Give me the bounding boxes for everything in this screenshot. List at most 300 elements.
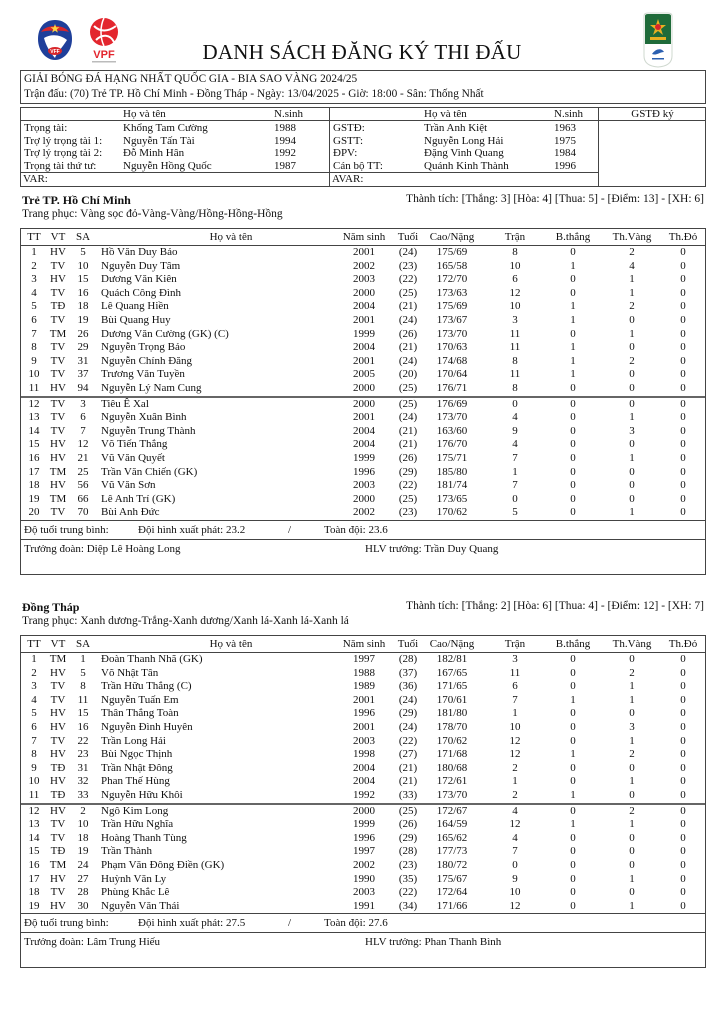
matches-played: 1 <box>512 707 518 720</box>
player-name: Nguyễn Trung Thành <box>101 424 196 437</box>
position: HV <box>50 720 66 733</box>
player-name: Hoàng Thanh Tùng <box>101 831 187 844</box>
yellow-cards: 1 <box>629 273 635 286</box>
birth-year: 2005 <box>353 368 375 381</box>
shirt-number: 70 <box>77 506 89 519</box>
referee-birth: 1992 <box>274 147 296 159</box>
average-age-team: Toàn đội: 27.6 <box>324 917 388 930</box>
age: (26) <box>398 327 418 340</box>
goals: 0 <box>570 451 576 464</box>
matches-played: 4 <box>512 804 518 817</box>
row-number: 19 <box>28 899 40 912</box>
supervisor-name: Quánh Kinh Thành <box>424 159 509 172</box>
matches-played: 12 <box>509 818 521 831</box>
supervisor-row <box>330 160 598 173</box>
shirt-number: 26 <box>77 327 89 340</box>
yellow-cards: 1 <box>629 899 635 912</box>
row-number: 2 <box>31 666 37 679</box>
goals: 0 <box>570 899 576 912</box>
team-1-name: Trẻ TP. Hồ Chí Minh <box>22 193 131 207</box>
row-number: 13 <box>28 411 40 424</box>
row-number: 1 <box>31 246 37 258</box>
team-2-kit: Trang phục: Xanh dương-Trắng-Xanh dương/Xanh lá-Xanh lá-Xanh lá <box>22 615 349 627</box>
position: HV <box>50 246 66 258</box>
age: (23) <box>398 506 418 519</box>
goals: 1 <box>570 693 576 706</box>
birth-year: 1992 <box>353 788 375 801</box>
goals: 0 <box>570 845 576 858</box>
average-age-starting: Đội hình xuất phát: 23.2 <box>138 523 246 536</box>
height-weight: 176/69 <box>436 397 468 410</box>
height-weight: 173/65 <box>436 492 468 505</box>
position: HV <box>50 872 66 885</box>
position: TM <box>49 653 67 665</box>
height-weight: 165/58 <box>436 259 468 272</box>
shirt-number: 37 <box>77 368 89 381</box>
referee-birth: 1994 <box>274 134 296 147</box>
column-header-yellow: Th.Vàng <box>612 231 652 243</box>
column-header-yellow: Th.Vàng <box>612 638 652 650</box>
age: (21) <box>398 341 418 354</box>
player-row <box>21 707 705 721</box>
age: (25) <box>398 381 418 394</box>
red-cards: 0 <box>680 788 686 801</box>
row-number: 1 <box>31 653 37 665</box>
age: (35) <box>398 872 418 885</box>
row-number: 9 <box>31 354 37 367</box>
team-1-roster <box>20 228 706 575</box>
shirt-number: 21 <box>77 451 89 464</box>
matches-played: 1 <box>512 465 518 478</box>
position: TV <box>50 506 66 519</box>
birth-year: 1996 <box>353 831 375 844</box>
shirt-number: 7 <box>80 424 86 437</box>
row-number: 9 <box>31 761 37 774</box>
goals: 0 <box>570 327 576 340</box>
red-cards: 0 <box>680 492 686 505</box>
row-number: 2 <box>31 259 37 272</box>
goals: 1 <box>570 259 576 272</box>
yellow-cards: 1 <box>629 872 635 885</box>
shirt-number: 6 <box>80 411 86 424</box>
shirt-number: 22 <box>77 734 89 747</box>
red-cards: 0 <box>680 666 686 679</box>
referee-name: Đỗ Minh Hân <box>123 147 185 159</box>
player-row <box>21 805 705 819</box>
position: TV <box>50 818 66 831</box>
red-cards: 0 <box>680 899 686 912</box>
age: (25) <box>398 492 418 505</box>
birth-year: 2001 <box>353 354 375 367</box>
birth-year: 2001 <box>353 411 375 424</box>
birth-year: 2003 <box>353 273 375 286</box>
position: TV <box>50 397 66 410</box>
referee-name-header: Họ và tên <box>123 108 166 120</box>
shirt-number: 8 <box>80 680 86 693</box>
row-number: 10 <box>28 368 40 381</box>
match-details: Trận đấu: (70) Trẻ TP. Hồ Chí Minh - Đồng Tháp - Ngày: 13/04/2025 - Giờ: 18:00 - Sân: Thống Nhất <box>24 88 484 100</box>
shirt-number: 23 <box>77 748 89 761</box>
column-header-height-weight: Cao/Nặng <box>429 638 475 650</box>
age: (23) <box>398 858 418 871</box>
height-weight: 182/81 <box>436 653 468 665</box>
yellow-cards: 1 <box>629 327 635 340</box>
player-row <box>21 680 705 694</box>
height-weight: 175/67 <box>436 872 468 885</box>
referee-birth: 1988 <box>274 122 296 134</box>
row-number: 19 <box>28 492 40 505</box>
birth-year: 1999 <box>353 327 375 340</box>
player-name: Huỳnh Văn Ly <box>101 872 167 885</box>
player-name: Võ Tiến Thắng <box>101 438 168 451</box>
yellow-cards: 0 <box>629 479 635 492</box>
row-number: 12 <box>28 804 40 817</box>
birth-year: 2004 <box>353 300 375 313</box>
average-age-label: Độ tuổi trung bình: <box>24 917 109 930</box>
shirt-number: 16 <box>77 720 89 733</box>
red-cards: 0 <box>680 354 686 367</box>
position: TV <box>50 886 66 899</box>
yellow-cards: 4 <box>629 259 635 272</box>
red-cards: 0 <box>680 259 686 272</box>
height-weight: 172/64 <box>436 886 468 899</box>
height-weight: 180/72 <box>436 858 468 871</box>
goals: 0 <box>570 397 576 410</box>
birth-year: 2004 <box>353 341 375 354</box>
goals: 0 <box>570 858 576 871</box>
red-cards: 0 <box>680 438 686 451</box>
row-number: 15 <box>28 845 40 858</box>
position: HV <box>50 748 66 761</box>
height-weight: 172/70 <box>436 273 468 286</box>
age: (29) <box>398 707 418 720</box>
column-header-vt: VT <box>50 231 66 243</box>
matches-played: 12 <box>509 748 521 761</box>
yellow-cards: 1 <box>629 451 635 464</box>
vpf-text: VPF <box>93 49 115 61</box>
height-weight: 180/68 <box>436 761 468 774</box>
referee-birth-header: N.sinh <box>274 108 304 120</box>
row-number: 18 <box>28 886 40 899</box>
yellow-cards: 2 <box>629 354 635 367</box>
age: (29) <box>398 465 418 478</box>
player-row <box>21 368 705 382</box>
player-row <box>21 653 705 667</box>
height-weight: 164/59 <box>436 818 468 831</box>
red-cards: 0 <box>680 424 686 437</box>
goals: 1 <box>570 300 576 313</box>
red-cards: 0 <box>680 368 686 381</box>
team-manager: Trưởng đoàn: Diệp Lê Hoàng Long <box>24 542 181 555</box>
player-row <box>21 411 705 425</box>
matches-played: 11 <box>509 327 521 340</box>
goals: 1 <box>570 313 576 326</box>
red-cards: 0 <box>680 246 686 258</box>
height-weight: 173/70 <box>436 411 468 424</box>
red-cards: 0 <box>680 707 686 720</box>
birth-year: 2001 <box>353 693 375 706</box>
matches-played: 7 <box>512 693 518 706</box>
height-weight: 175/69 <box>436 246 468 258</box>
goals: 0 <box>570 831 576 844</box>
shirt-number: 10 <box>77 259 89 272</box>
position: HV <box>50 479 66 492</box>
yellow-cards: 0 <box>629 368 635 381</box>
yellow-cards: 3 <box>629 424 635 437</box>
row-number: 10 <box>28 775 40 788</box>
age: (24) <box>398 313 418 326</box>
birth-year: 2003 <box>353 479 375 492</box>
red-cards: 0 <box>680 273 686 286</box>
birth-year: 1999 <box>353 451 375 464</box>
age: (36) <box>398 680 418 693</box>
player-name: Nguyễn Chính Đăng <box>101 354 193 367</box>
shirt-number: 16 <box>77 286 89 299</box>
age: (28) <box>398 653 418 665</box>
goals: 0 <box>570 246 576 258</box>
shirt-number: 18 <box>77 300 89 313</box>
column-header-age: Tuổi <box>397 231 419 243</box>
player-name: Hồ Văn Duy Bảo <box>101 246 178 258</box>
row-number: 17 <box>28 872 40 885</box>
avar-label: AVAR: <box>332 173 364 185</box>
yellow-cards: 0 <box>629 707 635 720</box>
matches-played: 6 <box>512 273 518 286</box>
shirt-number: 27 <box>77 872 89 885</box>
player-name: Nguyễn Lý Nam Cung <box>101 381 202 394</box>
yellow-cards: 0 <box>629 397 635 410</box>
supervisor-name: Nguyễn Long Hải <box>424 134 504 147</box>
goals: 0 <box>570 411 576 424</box>
column-header-birth: Năm sinh <box>342 638 386 650</box>
goals: 0 <box>570 465 576 478</box>
goals: 1 <box>570 341 576 354</box>
row-number: 4 <box>31 286 37 299</box>
player-name: Phan Thế Hùng <box>101 775 170 788</box>
shirt-number: 66 <box>77 492 89 505</box>
column-header-birth: Năm sinh <box>342 231 386 243</box>
player-name: Đoàn Thanh Nhã (GK) <box>101 653 203 665</box>
yellow-cards: 0 <box>629 438 635 451</box>
red-cards: 0 <box>680 506 686 519</box>
red-cards: 0 <box>680 286 686 299</box>
birth-year: 2003 <box>353 734 375 747</box>
team-2-name: Đồng Tháp <box>22 600 80 614</box>
matches-played: 12 <box>509 734 521 747</box>
yellow-cards: 1 <box>629 506 635 519</box>
height-weight: 170/62 <box>436 734 468 747</box>
age: (25) <box>398 286 418 299</box>
birth-year: 2000 <box>353 492 375 505</box>
height-weight: 171/65 <box>436 680 468 693</box>
position: TĐ <box>50 300 66 313</box>
yellow-cards: 1 <box>629 680 635 693</box>
yellow-cards: 0 <box>629 761 635 774</box>
average-age-separator: / <box>288 917 292 930</box>
red-cards: 0 <box>680 411 686 424</box>
red-cards: 0 <box>680 804 686 817</box>
red-cards: 0 <box>680 734 686 747</box>
goals: 0 <box>570 506 576 519</box>
shirt-number: 94 <box>77 381 89 394</box>
goals: 0 <box>570 479 576 492</box>
staff-row <box>21 933 705 967</box>
matches-played: 8 <box>512 246 518 258</box>
red-cards: 0 <box>680 761 686 774</box>
row-number: 13 <box>28 818 40 831</box>
shirt-number: 12 <box>77 438 89 451</box>
yellow-cards: 0 <box>629 313 635 326</box>
matches-played: 7 <box>512 845 518 858</box>
birth-year: 2000 <box>353 804 375 817</box>
matches-played: 11 <box>509 341 521 354</box>
player-row <box>21 762 705 776</box>
team-manager: Trưởng đoàn: Lâm Trung Hiếu <box>24 936 161 949</box>
matches-played: 0 <box>512 397 518 410</box>
player-row <box>21 859 705 873</box>
position: HV <box>50 451 66 464</box>
age: (25) <box>398 804 418 817</box>
position: TV <box>50 680 66 693</box>
team-2-record: Thành tích: [Thắng: 2] [Hòa: 6] [Thua: 4] - [Điểm: 12] - [XH: 7] <box>406 600 704 612</box>
red-cards: 0 <box>680 680 686 693</box>
goals: 0 <box>570 707 576 720</box>
shirt-number: 31 <box>77 354 89 367</box>
height-weight: 167/65 <box>436 666 468 679</box>
age: (21) <box>398 761 418 774</box>
yellow-cards: 1 <box>629 775 635 788</box>
position: TĐ <box>50 845 66 858</box>
age: (25) <box>398 397 418 410</box>
player-name: Phùng Khắc Lê <box>101 886 170 899</box>
height-weight: 173/67 <box>436 313 468 326</box>
yellow-cards: 0 <box>629 381 635 394</box>
signature-panel <box>599 108 706 186</box>
red-cards: 0 <box>680 858 686 871</box>
goals: 0 <box>570 286 576 299</box>
player-name: Trần Nhật Đông <box>101 761 173 774</box>
player-row <box>21 300 705 314</box>
substitutes-block <box>21 805 705 914</box>
age: (22) <box>398 479 418 492</box>
matches-played: 10 <box>509 300 521 313</box>
position: HV <box>50 899 66 912</box>
matches-played: 9 <box>512 872 518 885</box>
referee-row <box>21 135 329 148</box>
player-row <box>21 900 705 914</box>
substitutes-block <box>21 398 705 520</box>
supervisor-role: GSTT: <box>333 134 364 147</box>
player-name: Thân Thắng Toàn <box>101 707 179 720</box>
position: TĐ <box>50 761 66 774</box>
officials-table <box>20 107 706 187</box>
shirt-number: 3 <box>80 397 86 410</box>
row-number: 14 <box>28 831 40 844</box>
player-name: Lê Anh Trí (GK) <box>101 492 176 505</box>
goals: 0 <box>570 734 576 747</box>
goals: 0 <box>570 720 576 733</box>
player-row <box>21 694 705 708</box>
player-name: Quách Công Đình <box>101 286 182 299</box>
player-row <box>21 506 705 520</box>
birth-year: 1990 <box>353 872 375 885</box>
supervisor-row <box>330 122 598 135</box>
team-1-kit: Trang phục: Vàng sọc đỏ-Vàng-Vàng/Hồng-Hồng-Hồng <box>22 208 283 220</box>
player-row <box>21 721 705 735</box>
goals: 0 <box>570 666 576 679</box>
player-name: Trương Văn Tuyền <box>101 368 185 381</box>
red-cards: 0 <box>680 831 686 844</box>
row-number: 8 <box>31 341 37 354</box>
player-row <box>21 493 705 507</box>
player-name: Dương Văn Kiên <box>101 273 177 286</box>
age: (21) <box>398 300 418 313</box>
supervisor-name-header: Họ và tên <box>424 108 467 120</box>
supervisor-birth: 1996 <box>554 159 576 172</box>
competition-name: GIẢI BÓNG ĐÁ HẠNG NHẤT QUỐC GIA - BIA SAO VÀNG 2024/25 <box>24 73 358 85</box>
roster-header <box>21 636 705 653</box>
yellow-cards: 2 <box>629 666 635 679</box>
team-1-record: Thành tích: [Thắng: 3] [Hòa: 4] [Thua: 5] - [Điểm: 13] - [XH: 6] <box>406 193 704 205</box>
goals: 1 <box>570 788 576 801</box>
referee-row <box>21 160 329 173</box>
shirt-number: 1 <box>80 653 86 665</box>
average-age-starting: Đội hình xuất phát: 27.5 <box>138 917 246 930</box>
birth-year: 1996 <box>353 465 375 478</box>
column-header-height-weight: Cao/Nặng <box>429 231 475 243</box>
age: (21) <box>398 424 418 437</box>
shirt-number: 5 <box>80 666 86 679</box>
birth-year: 2000 <box>353 381 375 394</box>
document-title: DANH SÁCH ĐĂNG KÝ THI ĐẤU <box>202 40 522 64</box>
red-cards: 0 <box>680 818 686 831</box>
player-name: Tiêu Ê Xal <box>101 397 149 410</box>
red-cards: 0 <box>680 397 686 410</box>
height-weight: 172/67 <box>436 804 468 817</box>
player-name: Ngô Kim Long <box>101 804 169 817</box>
position: HV <box>50 775 66 788</box>
matches-played: 3 <box>512 313 518 326</box>
roster-header <box>21 229 705 246</box>
age: (27) <box>398 748 418 761</box>
shirt-number: 18 <box>77 831 89 844</box>
column-header-age: Tuổi <box>397 638 419 650</box>
position: TV <box>50 259 66 272</box>
referee-birth: 1987 <box>274 159 296 172</box>
referees-panel <box>21 108 330 186</box>
player-row <box>21 466 705 480</box>
column-header-sa: SA <box>75 231 91 243</box>
age: (21) <box>398 438 418 451</box>
referee-name: Khổng Tam Cường <box>123 122 208 134</box>
supervisor-role: Cán bộ TT: <box>333 159 383 172</box>
height-weight: 176/70 <box>436 438 468 451</box>
column-header-red: Th.Đỏ <box>668 638 698 650</box>
red-cards: 0 <box>680 300 686 313</box>
yellow-cards: 0 <box>629 341 635 354</box>
position: HV <box>50 804 66 817</box>
goals: 1 <box>570 748 576 761</box>
player-row <box>21 873 705 887</box>
player-row <box>21 818 705 832</box>
column-header-vt: VT <box>50 638 66 650</box>
red-cards: 0 <box>680 886 686 899</box>
matches-played: 6 <box>512 680 518 693</box>
supervisor-birth-header: N.sinh <box>554 108 584 120</box>
age: (24) <box>398 720 418 733</box>
player-name: Trần Long Hải <box>101 734 166 747</box>
column-header-goals: B.thắng <box>555 231 591 243</box>
